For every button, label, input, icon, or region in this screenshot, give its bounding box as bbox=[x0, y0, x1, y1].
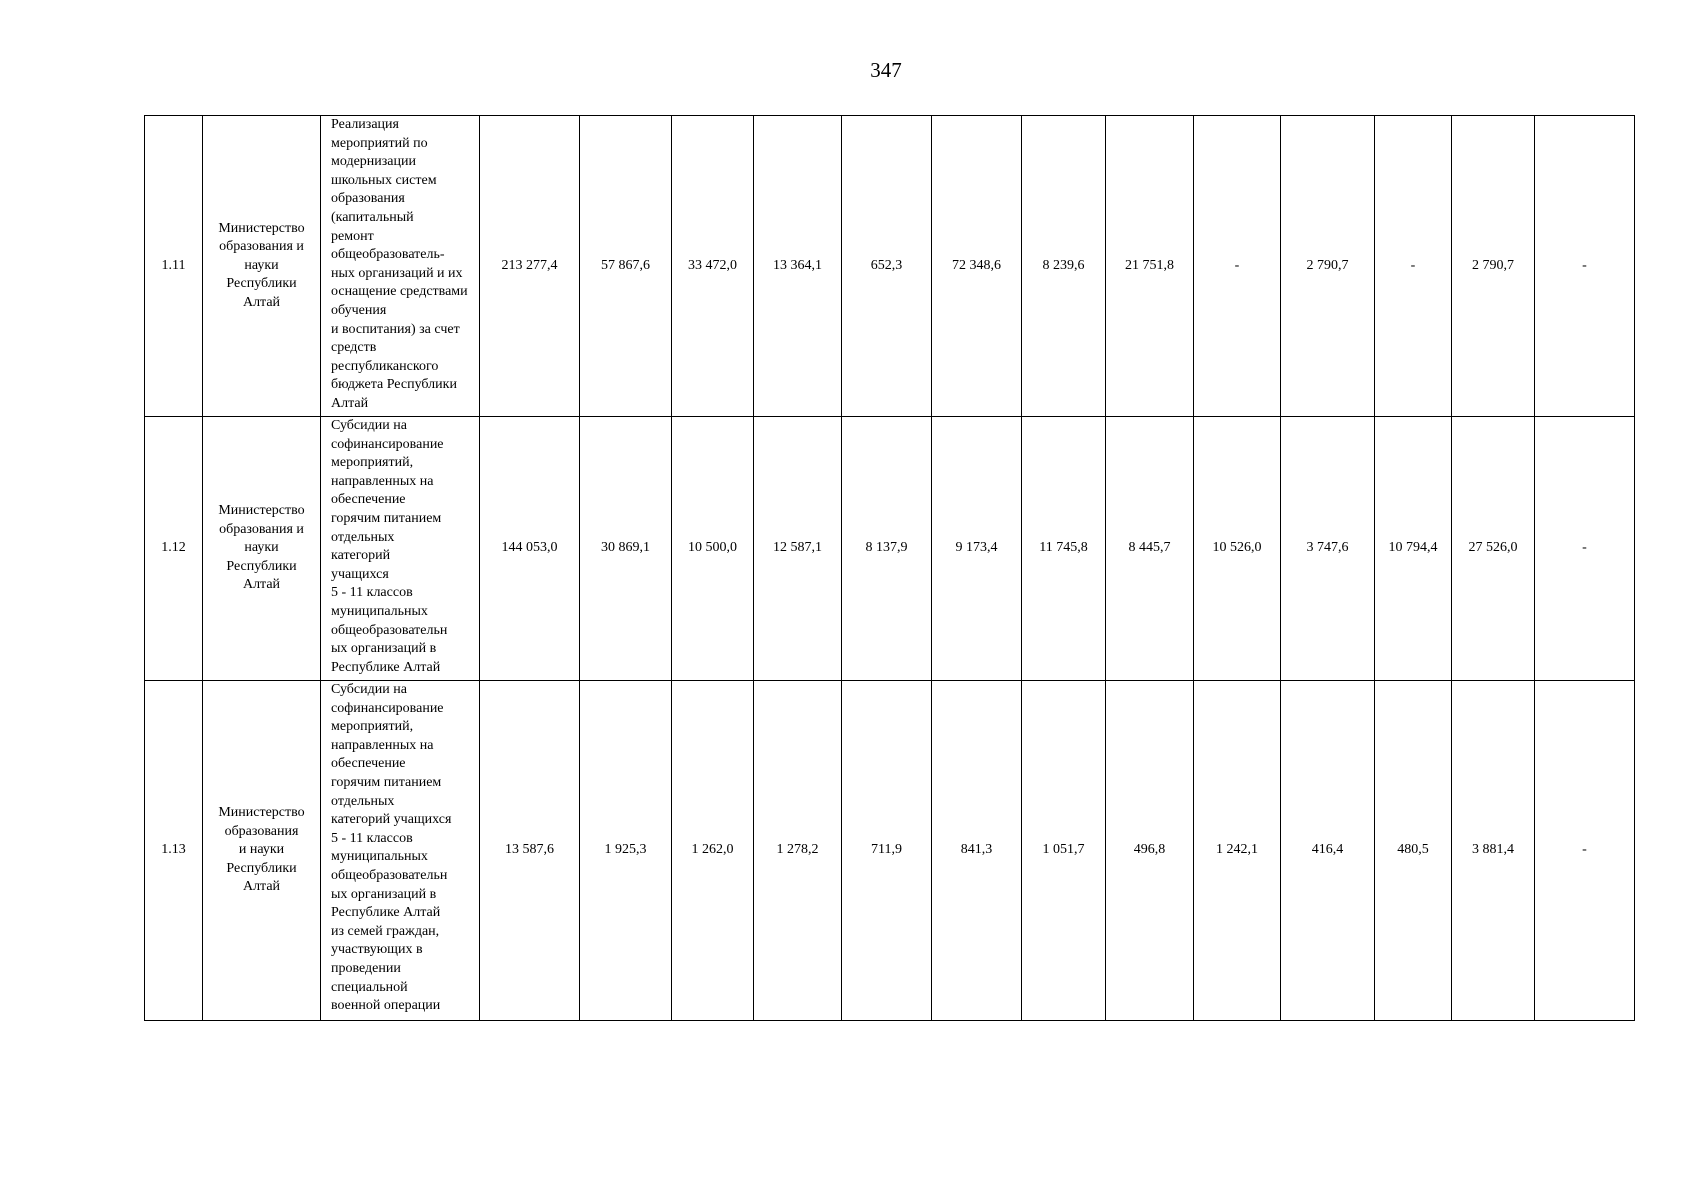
value-cell: 8 445,7 bbox=[1106, 417, 1194, 681]
value-cell: 1 242,1 bbox=[1194, 681, 1281, 1021]
row-number-cell: 1.11 bbox=[145, 116, 203, 417]
value-cell: 213 277,4 bbox=[480, 116, 580, 417]
value-cell: - bbox=[1375, 116, 1452, 417]
table-body bbox=[145, 116, 1635, 1021]
value-cell: 1 051,7 bbox=[1022, 681, 1106, 1021]
value-cell: 12 587,1 bbox=[754, 417, 842, 681]
value-cell: 27 526,0 bbox=[1452, 417, 1535, 681]
value-cell: 57 867,6 bbox=[580, 116, 672, 417]
value-cell: 652,3 bbox=[842, 116, 932, 417]
organization-cell: Министерство образования и науки Республики Алтай bbox=[203, 116, 321, 417]
row-number-cell: 1.12 bbox=[145, 417, 203, 681]
organization-cell: Министерство образования и науки Республики Алтай bbox=[203, 417, 321, 681]
table-row bbox=[145, 417, 1635, 681]
description-cell: Реализация мероприятий по модернизации школьных систем образования (капитальный ремонт общеобразователь- ных организаций и их оснащение средствами обучения и воспитания) за счет средств республиканского бюджета Республики Алтай bbox=[321, 116, 480, 417]
value-cell: 841,3 bbox=[932, 681, 1022, 1021]
value-cell: 9 173,4 bbox=[932, 417, 1022, 681]
value-cell: - bbox=[1535, 681, 1635, 1021]
value-cell: 1 262,0 bbox=[672, 681, 754, 1021]
page-number: 347 bbox=[870, 58, 902, 82]
organization-cell: Министерство образования и науки Республики Алтай bbox=[203, 681, 321, 1021]
description-cell: Субсидии на софинансирование мероприятий, направленных на обеспечение горячим питанием отдельных категорий учащихся 5 - 11 классов муниципальных общеобразовательн ых организаций в Республике Алтай bbox=[321, 417, 480, 681]
value-cell: - bbox=[1535, 417, 1635, 681]
value-cell: 10 794,4 bbox=[1375, 417, 1452, 681]
value-cell: 10 500,0 bbox=[672, 417, 754, 681]
row-number-cell: 1.13 bbox=[145, 681, 203, 1021]
value-cell: 21 751,8 bbox=[1106, 116, 1194, 417]
value-cell: 496,8 bbox=[1106, 681, 1194, 1021]
value-cell: 72 348,6 bbox=[932, 116, 1022, 417]
value-cell: 2 790,7 bbox=[1281, 116, 1375, 417]
value-cell: 13 587,6 bbox=[480, 681, 580, 1021]
value-cell: 3 881,4 bbox=[1452, 681, 1535, 1021]
value-cell: 33 472,0 bbox=[672, 116, 754, 417]
value-cell: 711,9 bbox=[842, 681, 932, 1021]
value-cell: 3 747,6 bbox=[1281, 417, 1375, 681]
value-cell: 13 364,1 bbox=[754, 116, 842, 417]
value-cell: 416,4 bbox=[1281, 681, 1375, 1021]
value-cell: 11 745,8 bbox=[1022, 417, 1106, 681]
value-cell: 8 137,9 bbox=[842, 417, 932, 681]
table-row bbox=[145, 681, 1635, 1021]
value-cell: 1 278,2 bbox=[754, 681, 842, 1021]
value-cell: 10 526,0 bbox=[1194, 417, 1281, 681]
value-cell: - bbox=[1535, 116, 1635, 417]
value-cell: 144 053,0 bbox=[480, 417, 580, 681]
value-cell: 8 239,6 bbox=[1022, 116, 1106, 417]
description-cell: Субсидии на софинансирование мероприятий, направленных на обеспечение горячим питанием отдельных категорий учащихся 5 - 11 классов муниципальных общеобразовательн ых организаций в Республике Алтай из семей граждан, участвующих в проведении специальной военной операции bbox=[321, 681, 480, 1021]
value-cell: 1 925,3 bbox=[580, 681, 672, 1021]
budget-table bbox=[144, 115, 1635, 1021]
value-cell: 30 869,1 bbox=[580, 417, 672, 681]
value-cell: 480,5 bbox=[1375, 681, 1452, 1021]
value-cell: - bbox=[1194, 116, 1281, 417]
value-cell: 2 790,7 bbox=[1452, 116, 1535, 417]
table-row bbox=[145, 116, 1635, 417]
